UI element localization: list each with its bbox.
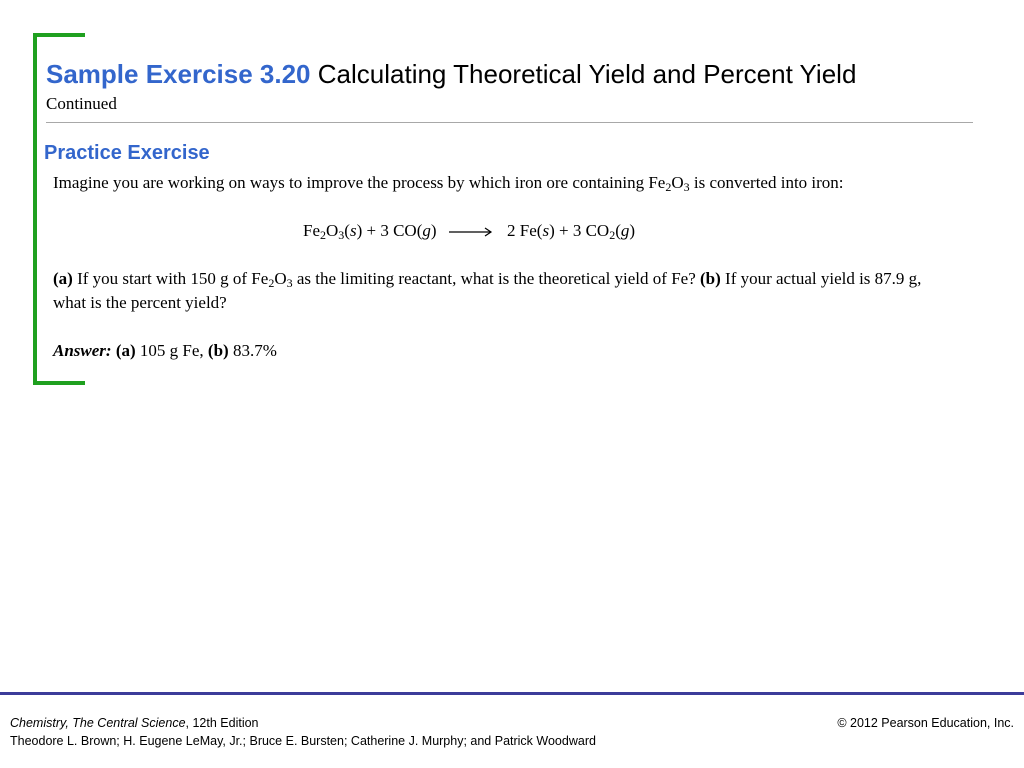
exercise-title: Calculating Theoretical Yield and Percent Yield: [317, 59, 857, 89]
answer-part-a-label: (a): [115, 341, 136, 360]
footer-citation: [10, 714, 596, 750]
part-b-text: If your actual yield is 87.9 g, what is the percent yield?: [53, 269, 922, 312]
practice-exercise-heading: Practice Exercise: [44, 142, 210, 164]
practice-question: (a) If you start with 150 g of $Fe_2O_3$ as the limiting reactant, what is the theoretical yield of Fe? (b) If your actual yield is 87.9 g, what is the percent yield?: [53, 269, 922, 312]
footer-copyright: © 2012 Pearson Education, Inc.: [837, 716, 1014, 730]
footer-authors: Theodore L. Brown; H. Eugene LeMay, Jr.; Bruce E. Bursten; Catherine J. Murphy; and Patrick Woodward: [10, 734, 596, 748]
slide-title: [46, 58, 856, 90]
prompt-text-start: Imagine you are working on ways to improve the process by which iron ore containing Fe: [53, 173, 666, 192]
equation-products: 2 Fe(s) + 3 $CO_2(g)$: [507, 221, 636, 242]
footer-divider: [0, 692, 1024, 695]
answer-part-b-value: 83.7%: [232, 341, 277, 360]
reaction-arrow-icon: [449, 226, 493, 238]
answer-label: Answer:: [53, 341, 112, 360]
practice-prompt: Imagine you are working on ways to improve the process by which iron ore containing $Fe_2O_3$ is converted into iron:: [53, 173, 844, 194]
answer-part-b-label: (b): [207, 341, 229, 360]
part-b-label: (b): [700, 269, 721, 288]
answer-line: [53, 339, 277, 363]
prompt-text-end: is converted into iron:: [689, 173, 844, 192]
chemical-equation: [303, 219, 635, 243]
equation-reactants: $Fe_2O_3(s) + 3$ CO(g): [303, 221, 437, 242]
continued-label: Continued: [46, 94, 117, 113]
footer-edition: , 12th Edition: [185, 716, 259, 730]
title-divider: [46, 122, 973, 123]
exercise-label: Sample Exercise 3.20: [46, 59, 311, 89]
part-a-label: (a): [53, 269, 73, 288]
footer-book-title: Chemistry, The Central Science: [10, 716, 186, 730]
answer-part-a-value: 105 g Fe,: [139, 341, 204, 360]
